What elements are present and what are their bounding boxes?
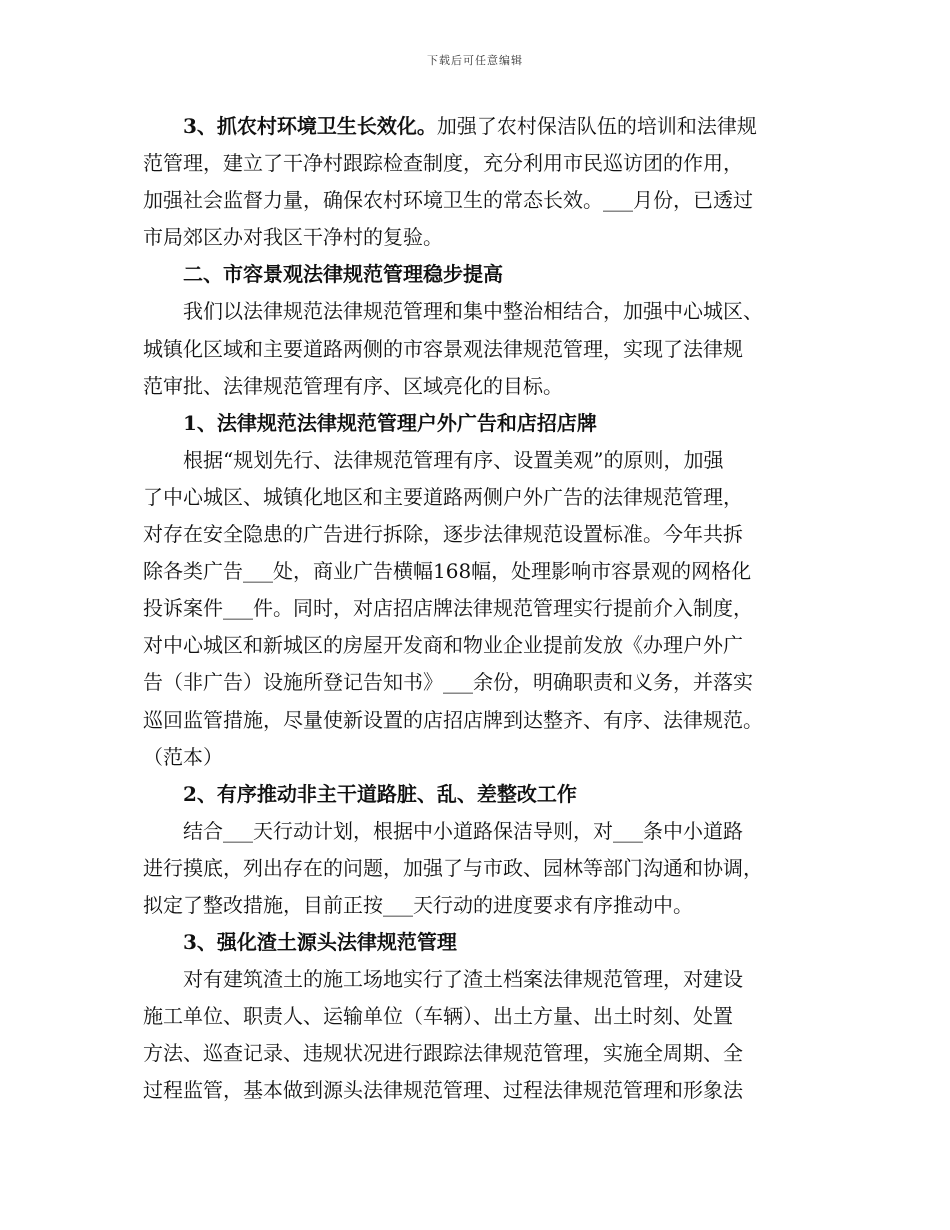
paragraph-line: （范本）: [143, 744, 223, 769]
paragraph-line: 结合___天行动计划，根据中小道路保洁导则，对___条中小道路: [183, 818, 743, 843]
paragraph-line: 根据“规划先行、法律规范管理有序、设置美观”的原则，加强: [183, 447, 724, 472]
paragraph-line: 方法、巡查记录、违规状况进行跟踪法律规范管理，实施全周期、全: [143, 1041, 743, 1066]
inline-heading: 3、抓农村环境卫生长效化。: [183, 114, 437, 138]
page-header-note: 下载后可任意编辑: [427, 54, 523, 67]
paragraph-line: 对有建筑渣土的施工场地实行了渣土档案法律规范管理，对建设: [183, 967, 743, 992]
subsection-heading: 3、强化渣土源头法律规范管理: [183, 930, 457, 955]
paragraph-line: 城镇化区域和主要道路两侧的市容景观法律规范管理，实现了法律规: [143, 336, 743, 361]
document-body: [143, 108, 823, 1110]
paragraph-line: 巡回监管措施，尽量使新设置的店招店牌到达整齐、有序、法律规范。: [143, 707, 763, 732]
paragraph-line: 市局郊区办对我区干净村的复验。: [143, 225, 443, 250]
paragraph-line: [143, 108, 823, 145]
paragraph-line: 告（非广告）设施所登记告知书》___余份，明确职责和义务，并落实: [143, 670, 753, 695]
subsection-heading: 2、有序推动非主干道路脏、乱、差整改工作: [183, 781, 577, 806]
subsection-heading: 1、法律规范法律规范管理户外广告和店招店牌: [183, 410, 597, 435]
line-text: 加强了农村保洁队伍的培训和法律规: [436, 114, 757, 138]
section-heading: 二、市容景观法律规范管理稳步提高: [183, 262, 503, 287]
paragraph-line: 对存在安全隐患的广告进行拆除，逐步法律规范设置标准。今年共拆: [143, 522, 743, 547]
paragraph-line: 范审批、法律规范管理有序、区域亮化的目标。: [143, 373, 563, 398]
paragraph-line: 进行摸底，列出存在的问题，加强了与市政、园林等部门沟通和协调，: [143, 855, 763, 880]
paragraph-line: 范管理，建立了干净村跟踪检查制度，充分利用市民巡访团的作用，: [143, 151, 743, 176]
paragraph-line: 拟定了整改措施，目前正按___天行动的进度要求有序推动中。: [143, 892, 693, 917]
paragraph-line: 加强社会监督力量，确保农村环境卫生的常态长效。___月份，已透过: [143, 188, 753, 213]
paragraph-line: 我们以法律规范法律规范管理和集中整治相结合，加强中心城区、: [183, 299, 763, 324]
paragraph-line: 除各类广告___处，商业广告横幅168幅，处理影响市容景观的网格化: [143, 559, 752, 584]
paragraph-line: 投诉案件___件。同时，对店招店牌法律规范管理实行提前介入制度，: [143, 596, 753, 621]
paragraph-line: 了中心城区、城镇化地区和主要道路两侧户外广告的法律规范管理，: [143, 484, 743, 509]
paragraph-line: 过程监管，基本做到源头法律规范管理、过程法律规范管理和形象法: [143, 1078, 743, 1103]
paragraph-line: 施工单位、职责人、运输单位（车辆）、出土方量、出土时刻、处置: [143, 1004, 733, 1029]
paragraph-line: 对中心城区和新城区的房屋开发商和物业企业提前发放《办理户外广: [143, 633, 743, 658]
